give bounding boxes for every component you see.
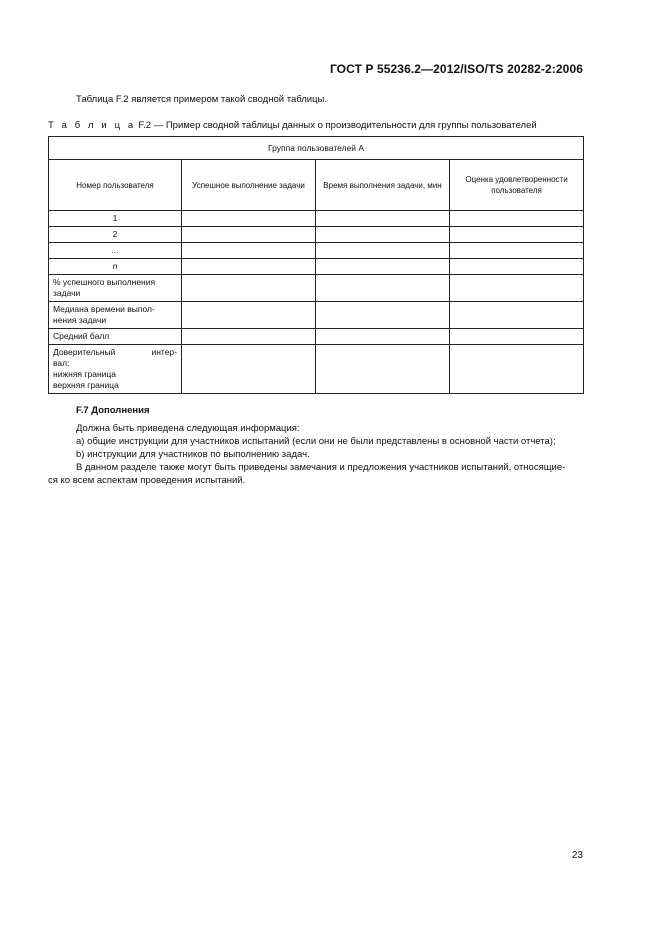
section-paragraph: ся ко всем аспектам проведения испытаний. (48, 475, 246, 486)
section-list-item-b: b) инструкции для участников по выполнению задач. (76, 449, 310, 460)
table-row (49, 329, 584, 345)
row-label-confidence-interval (49, 345, 182, 394)
table-cell (450, 345, 584, 394)
table-cell (182, 345, 316, 394)
table-cell (182, 329, 316, 345)
table-row (49, 345, 584, 394)
table-row (49, 275, 584, 302)
table-caption (48, 120, 537, 131)
table-cell (316, 302, 450, 329)
table-cell (450, 211, 584, 227)
table-cell (316, 227, 450, 243)
table-column-header-row (49, 160, 584, 211)
table-cell (450, 275, 584, 302)
table-cell (316, 275, 450, 302)
table-cell (450, 259, 584, 275)
column-header-task-success: Успешное выполнение задачи (182, 160, 316, 211)
section-paragraph: В данном разделе также могут быть приведены замечания и предложения участников испытаний, относящие- (76, 462, 566, 473)
table-cell (316, 259, 450, 275)
table-cell (182, 227, 316, 243)
intro-text: Таблица F.2 является примером такой сводной таблицы. (76, 94, 327, 105)
row-label: 1 (49, 211, 182, 227)
row-label: 2 (49, 227, 182, 243)
row-label: Медиана времени выпол-нения задачи (49, 302, 182, 329)
column-header-user-number: Номер пользователя (49, 160, 182, 211)
table-cell (450, 329, 584, 345)
table-cell (182, 275, 316, 302)
table-row (49, 259, 584, 275)
section-title: F.7 Дополнения (76, 405, 150, 416)
table-cell (182, 259, 316, 275)
table-cell (316, 345, 450, 394)
table-row (49, 243, 584, 259)
table-cell (316, 329, 450, 345)
table-row (49, 227, 584, 243)
table-cell (182, 243, 316, 259)
summary-table (48, 136, 584, 394)
ci-label-part3: вал: (53, 358, 70, 368)
document-header: ГОСТ Р 55236.2—2012/ISO/TS 20282-2:2006 (329, 62, 583, 76)
page-number: 23 (571, 850, 583, 861)
ci-upper-label: верхняя граница (53, 380, 119, 390)
ci-label-part2: интер- (151, 347, 177, 357)
table-cell (316, 211, 450, 227)
table-row (49, 211, 584, 227)
section-list-item-a: а) общие инструкции для участников испытаний (если они не были представлены в основной части отчета); (76, 436, 556, 447)
ci-label-part1: Доверительный (53, 347, 116, 357)
table-caption-text: F.2 — Пример сводной таблицы данных о производительности для группы пользователей (135, 120, 537, 131)
table-cell (450, 243, 584, 259)
table-cell (450, 227, 584, 243)
table-cell (182, 302, 316, 329)
column-header-task-time: Время выполнения задачи, мин (316, 160, 450, 211)
row-label: n (49, 259, 182, 275)
section-paragraph: Должна быть приведена следующая информация: (76, 423, 300, 434)
ci-lower-label: нижняя граница (53, 369, 116, 379)
column-header-satisfaction: Оценка удовлетворенности пользователя (450, 160, 584, 211)
group-header-cell: Группа пользователей А (49, 137, 584, 160)
table-group-header-row (49, 137, 584, 160)
table-row (49, 302, 584, 329)
table-cell (182, 211, 316, 227)
row-label: Средний балл (49, 329, 182, 345)
table-caption-prefix: Т а б л и ц а (48, 120, 136, 131)
row-label: … (49, 243, 182, 259)
table-cell (450, 302, 584, 329)
row-label: % успешного выполнения задачи (49, 275, 182, 302)
table-cell (316, 243, 450, 259)
